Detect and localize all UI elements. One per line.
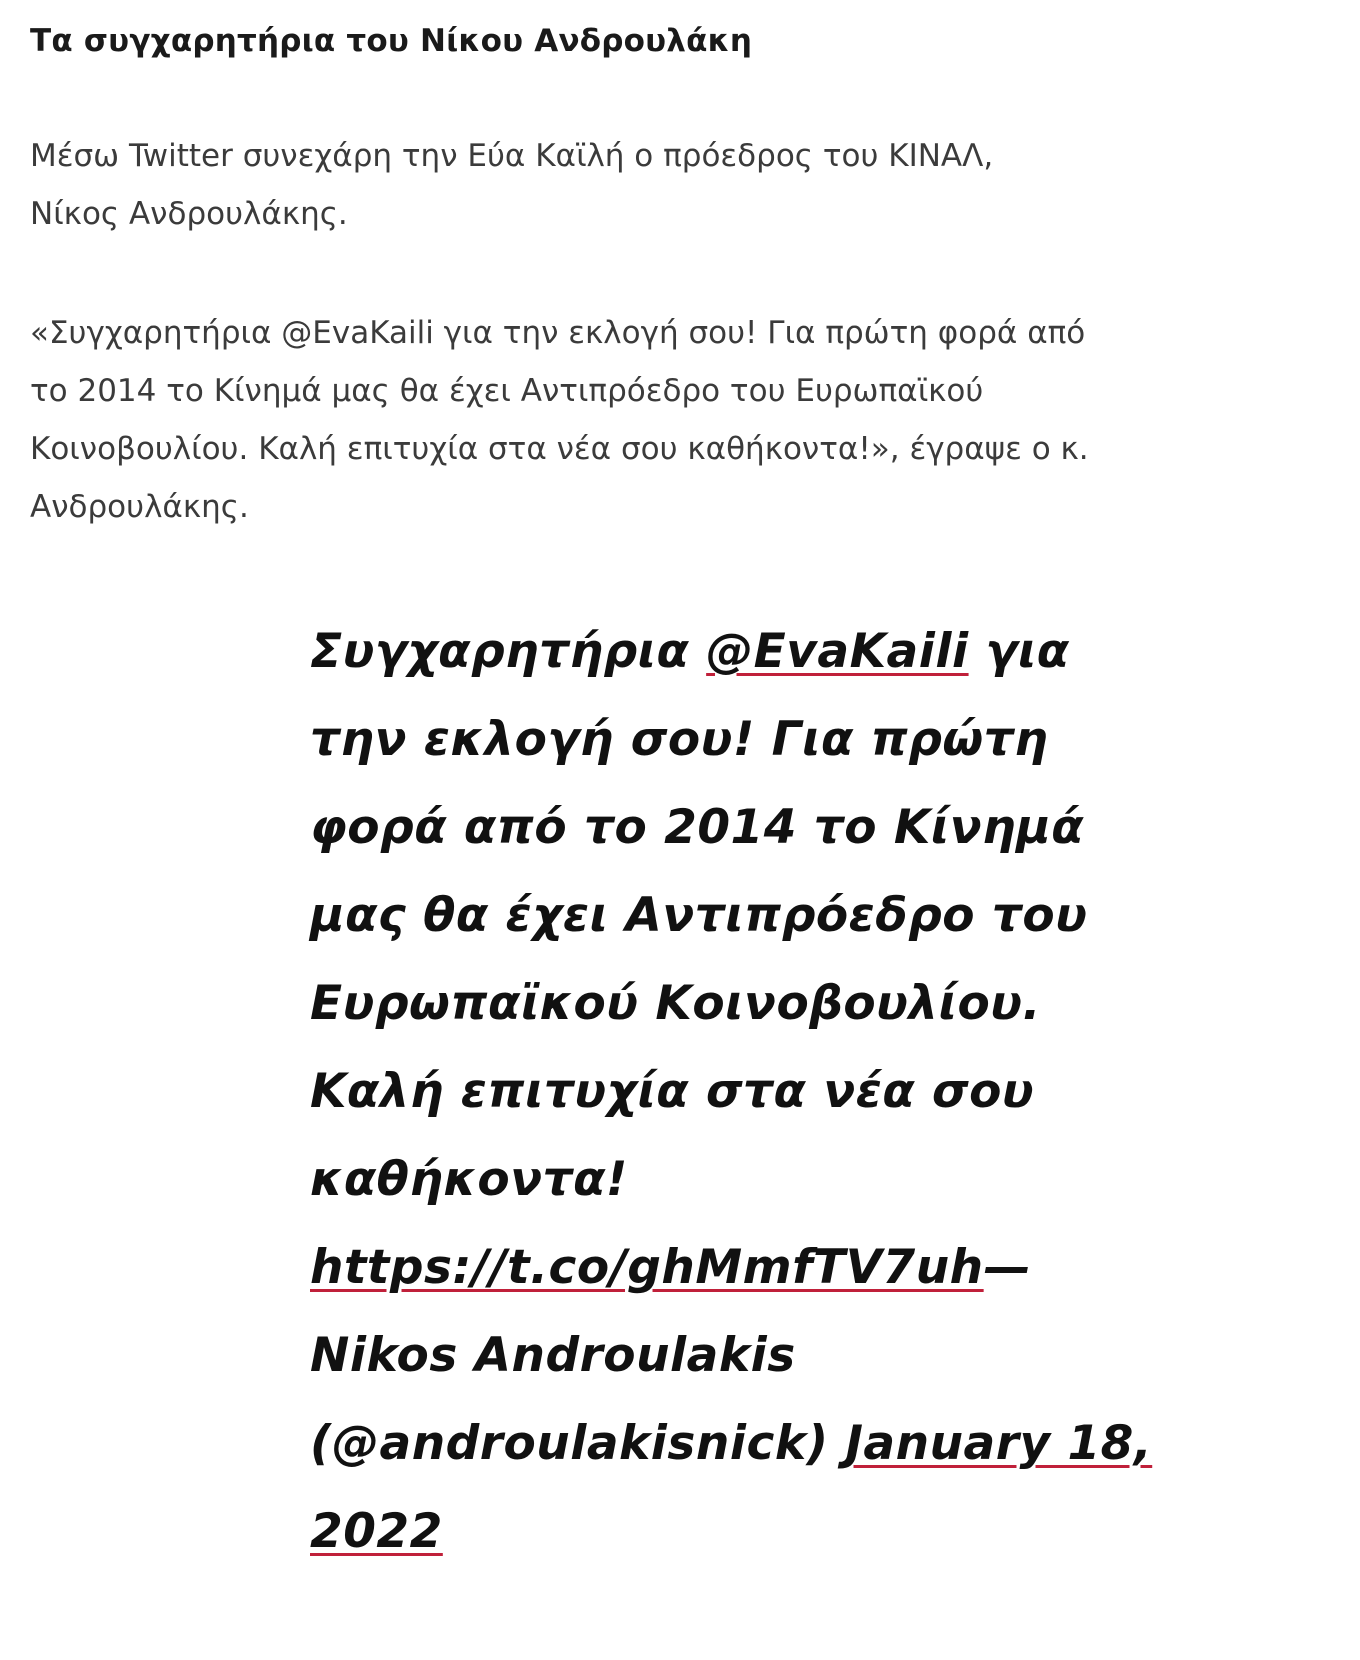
paragraph-quote-line-3: Κοινοβουλίου. Καλή επιτυχία στα νέα σου καθήκοντα!», έγραψε ο κ. — [30, 431, 1089, 467]
paragraph-intro-line-1: Μέσω Twitter συνεχάρη την Εύα Καϊλή ο πρόεδρος του ΚΙΝΑΛ, — [30, 138, 994, 174]
tweet-text: για — [968, 624, 1070, 679]
paragraph-quote — [30, 304, 1250, 536]
tweet-date-link[interactable]: January 18, — [845, 1416, 1153, 1471]
tweet-line-3 — [310, 784, 1250, 872]
section-subheading: Τα συγχαρητήρια του Νίκου Ανδρουλάκη — [30, 23, 753, 59]
tweet-media-link[interactable]: https://t.co/ghMmfTV7uh — [310, 1240, 984, 1295]
tweet-line-5 — [310, 960, 1250, 1048]
tweet-line-8 — [310, 1224, 1250, 1312]
tweet-line-2 — [310, 696, 1250, 784]
tweet-text: Καλή επιτυχία στα νέα σου — [310, 1064, 1035, 1119]
tweet-line-4 — [310, 872, 1250, 960]
tweet-text: μας θα έχει Αντιπρόεδρο του — [310, 888, 1088, 943]
tweet-line-7 — [310, 1136, 1250, 1224]
tweet-text: Ευρωπαϊκού Κοινοβουλίου. — [310, 976, 1041, 1031]
tweet-dash: — — [983, 1240, 1032, 1295]
tweet-author: Nikos Androulakis — [310, 1328, 796, 1383]
tweet-text: την εκλογή σου! Για πρώτη — [310, 712, 1049, 767]
tweet-line-6 — [310, 1048, 1250, 1136]
paragraph-intro-line-2: Νίκος Ανδρουλάκης. — [30, 196, 348, 232]
tweet-mention-link[interactable]: @EvaKaili — [706, 624, 969, 679]
tweet-text: καθήκοντα! — [310, 1152, 628, 1207]
tweet-text: φορά από το 2014 το Κίνημά — [310, 800, 1085, 855]
embedded-tweet — [310, 608, 1250, 1576]
tweet-date-link-year[interactable]: 2022 — [310, 1504, 443, 1559]
article-body — [30, 0, 1250, 536]
tweet-line-10 — [310, 1400, 1250, 1488]
tweet-line-11 — [310, 1488, 1250, 1576]
tweet-text: Συγχαρητήρια — [310, 624, 707, 679]
paragraph-quote-line-2: το 2014 το Κίνημά μας θα έχει Αντιπρόεδρο του Ευρωπαϊκού — [30, 373, 984, 409]
tweet-handle: (@androulakisnick) — [310, 1416, 846, 1471]
paragraph-intro — [30, 127, 1250, 243]
paragraph-quote-line-1: «Συγχαρητήρια @EvaKaili για την εκλογή σου! Για πρώτη φορά από — [30, 315, 1086, 351]
paragraph-quote-line-4: Ανδρουλάκης. — [30, 489, 249, 525]
tweet-line-1 — [310, 608, 1250, 696]
